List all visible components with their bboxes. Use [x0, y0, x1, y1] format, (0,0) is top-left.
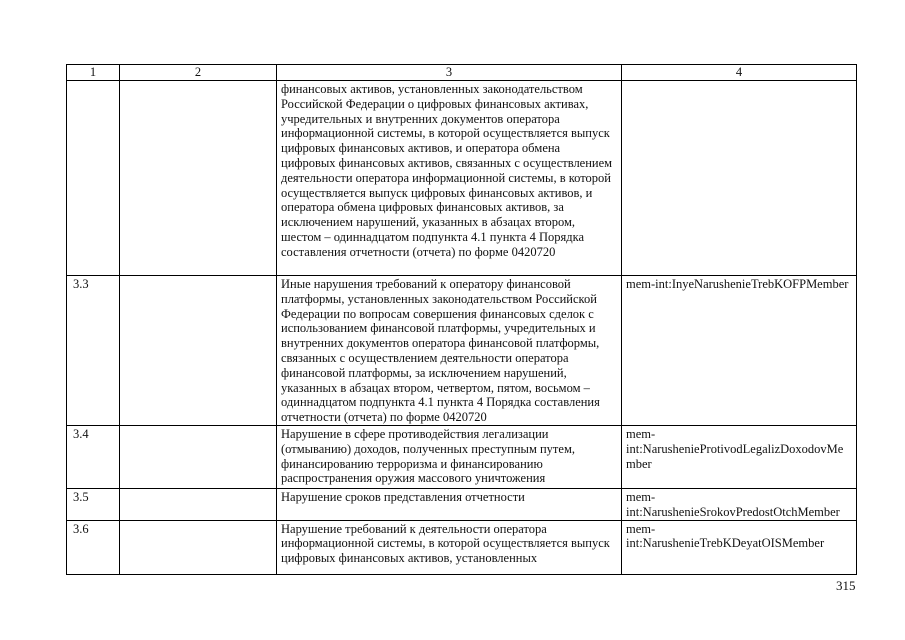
empty-cell [120, 276, 277, 426]
table-row [67, 276, 857, 426]
empty-cell [120, 488, 277, 520]
row-number-cell: 3.6 [67, 520, 120, 574]
empty-cell [120, 520, 277, 574]
row-number-cell: 3.5 [67, 488, 120, 520]
table-row [67, 425, 857, 488]
report-table [66, 64, 857, 575]
row-number-cell: 3.3 [67, 276, 120, 426]
column-header-3: 3 [277, 65, 622, 81]
description-cell: Нарушение сроков представления отчетности [277, 488, 622, 520]
row-number-cell [67, 81, 120, 276]
description-cell: Нарушение требований к деятельности оператора информационной системы, в которой осуществляется выпуск цифровых финансовых активов, установленных [277, 520, 622, 574]
member-code-cell: mem-int:InyeNarushenieTrebKOFPMember [622, 276, 857, 426]
description-cell: финансовых активов, установленных законодательством Российской Федерации о цифровых финансовых активах, учредительных и внутренних документов оператора информационной системы, в которой осуществляется выпуск цифровых финансовых активов, и оператора обмена цифровых финансовых активов, связанных с осуществлением деятельности оператора информационной системы, в которой осуществляется выпуск цифровых финансовых активов, и оператора обмена цифровых финансовых активов, за исключением нарушений, указанных в абзацах втором, шестом – одиннадцатом подпункта 4.1 пункта 4 Порядка составления отчетности (отчета) по форме 0420720 [277, 81, 622, 276]
member-code-cell: mem-int:NarushenieTrebKDeyatOISMember [622, 520, 857, 574]
table-header-row [67, 65, 857, 81]
table-row [67, 81, 857, 276]
empty-cell [120, 425, 277, 488]
member-code-cell [622, 81, 857, 276]
column-header-4: 4 [622, 65, 857, 81]
row-number-cell: 3.4 [67, 425, 120, 488]
empty-cell [120, 81, 277, 276]
column-header-1: 1 [67, 65, 120, 81]
table-row [67, 488, 857, 520]
page-number: 315 [836, 578, 856, 593]
member-code-cell: mem-int:NarushenieSrokovPredostOtchMember [622, 488, 857, 520]
member-code-cell: mem-int:NarushenieProtivodLegalizDoxodovMember [622, 425, 857, 488]
description-cell: Иные нарушения требований к оператору финансовой платформы, установленных законодательством Российской Федерации по вопросам совершения финансовых сделок с использованием финансовой платформы, учредительных и внутренних документов оператора финансовой платформы, связанных с осуществлением деятельности оператора финансовой платформы, за исключением нарушений, указанных в абзацах втором, четвертом, пятом, восьмом – одиннадцатом подпункта 4.1 пункта 4 Порядка составления отчетности (отчета) по форме 0420720 [277, 276, 622, 426]
column-header-2: 2 [120, 65, 277, 81]
table-row [67, 520, 857, 574]
description-cell: Нарушение в сфере противодействия легализации (отмыванию) доходов, полученных преступным путем, финансированию терроризма и финансированию распространения оружия массового уничтожения [277, 425, 622, 488]
